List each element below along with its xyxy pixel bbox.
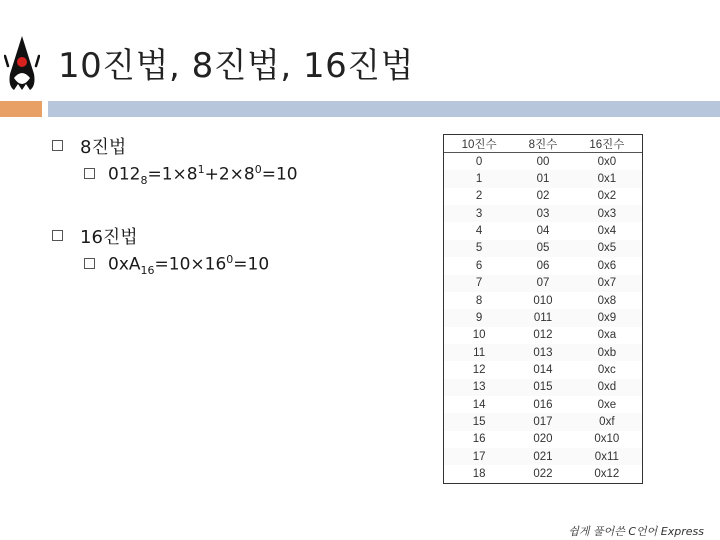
- table-cell: 02: [536, 190, 550, 203]
- table-cell: 0x9: [572, 309, 642, 326]
- table-row: [444, 240, 642, 257]
- table-cell: 0x6: [597, 259, 617, 272]
- square-bullet-icon: [52, 230, 63, 241]
- table-cell: 0xc: [597, 364, 616, 376]
- table-cell: 017: [514, 413, 571, 430]
- table-cell: 014: [533, 364, 553, 376]
- table-cell: 0x1: [572, 170, 642, 187]
- table-row: [444, 222, 642, 239]
- table-cell: 16: [472, 433, 486, 446]
- bullet-heading-octal: 8진법: [80, 137, 127, 158]
- table-cell: 022: [533, 468, 553, 481]
- table-cell: 020: [533, 433, 553, 446]
- table-cell: 04: [536, 225, 550, 238]
- table-row: [444, 396, 642, 413]
- table-cell: 11: [444, 344, 514, 361]
- table-row: [444, 448, 642, 465]
- table-row: [444, 309, 642, 326]
- table-cell: 0x3: [572, 205, 642, 222]
- table-row: [444, 205, 642, 222]
- square-bullet-icon: [84, 258, 95, 269]
- duke-mascot-icon: [4, 34, 40, 96]
- table-cell: 13: [444, 379, 514, 396]
- table-cell: 0x7: [572, 275, 642, 292]
- square-bullet-icon: [84, 168, 95, 179]
- table-cell: 5: [444, 240, 514, 257]
- table-cell: 011: [514, 309, 571, 326]
- table-row: [444, 465, 642, 483]
- table-row: [444, 188, 642, 205]
- column-header: 8진수: [514, 135, 571, 153]
- table-cell: 0x4: [597, 225, 617, 238]
- table-row: [444, 275, 642, 292]
- accent-bar-orange: [0, 101, 42, 117]
- table-header-row: [444, 135, 642, 153]
- bullet-heading-hex: 16진법: [80, 227, 138, 248]
- table-cell: 8: [475, 294, 483, 307]
- table-cell: 0x8: [597, 294, 617, 307]
- table-cell: 016: [533, 398, 553, 411]
- table-cell: 1: [444, 170, 514, 187]
- table-row: [444, 361, 642, 378]
- table-row: [444, 257, 642, 274]
- table-cell: 0xb: [572, 344, 642, 361]
- table-cell: 0x5: [572, 240, 642, 257]
- table-cell: 0x10: [594, 433, 620, 446]
- table-row: [444, 153, 642, 171]
- number-system-table: [443, 134, 643, 484]
- table-cell: 3: [444, 205, 514, 222]
- table-cell: 0x2: [597, 190, 617, 203]
- table-cell: 07: [514, 275, 571, 292]
- table-cell: 14: [472, 398, 486, 411]
- table-cell: 00: [536, 155, 550, 168]
- table-cell: 18: [472, 468, 486, 481]
- table-row: [444, 327, 642, 344]
- table-cell: 013: [514, 344, 571, 361]
- table-cell: 10: [472, 329, 486, 342]
- table-row: [444, 413, 642, 430]
- table-cell: 03: [514, 205, 571, 222]
- table-cell: 15: [444, 413, 514, 430]
- table-cell: 012: [533, 329, 553, 342]
- table-cell: 9: [444, 309, 514, 326]
- table-cell: 0xe: [597, 398, 617, 411]
- column-header: 16진수: [572, 135, 642, 153]
- octal-formula: $012_8=1\times 8^1+2\times 8^0=10$: [108, 163, 298, 188]
- table-cell: 2: [475, 190, 483, 203]
- table-cell: 0: [475, 155, 483, 168]
- table-row: [444, 379, 642, 396]
- table-cell: 0x12: [594, 468, 620, 481]
- table-cell: 015: [514, 379, 571, 396]
- table-cell: 12: [472, 364, 486, 376]
- table-cell: 0x0: [597, 155, 617, 168]
- table-row: [444, 431, 642, 448]
- table-cell: 0xf: [572, 413, 642, 430]
- table-row: [444, 292, 642, 309]
- hex-formula: $0xA_{16}=10\times 16^0=10$: [108, 253, 270, 278]
- square-bullet-icon: [52, 140, 63, 151]
- table-row: [444, 344, 642, 361]
- table-cell: 05: [514, 240, 571, 257]
- table-cell: 010: [533, 294, 553, 307]
- table-cell: 06: [536, 259, 550, 272]
- table-cell: 17: [444, 448, 514, 465]
- column-header: 10진수: [444, 135, 514, 153]
- table-cell: 021: [514, 448, 571, 465]
- table-cell: 4: [475, 225, 483, 238]
- slide-title: 10진법, 8진법, 16진법: [58, 46, 414, 86]
- table-cell: 01: [514, 170, 571, 187]
- accent-bar-blue: [48, 101, 720, 117]
- footer-caption: 쉽게 풀어쓴 C언어 Express: [568, 525, 704, 538]
- table-cell: 0x11: [572, 448, 642, 465]
- table-row: [444, 170, 642, 187]
- table-cell: 0xd: [572, 379, 642, 396]
- table-cell: 6: [475, 259, 483, 272]
- table-cell: 0xa: [597, 329, 617, 342]
- table-cell: 7: [444, 275, 514, 292]
